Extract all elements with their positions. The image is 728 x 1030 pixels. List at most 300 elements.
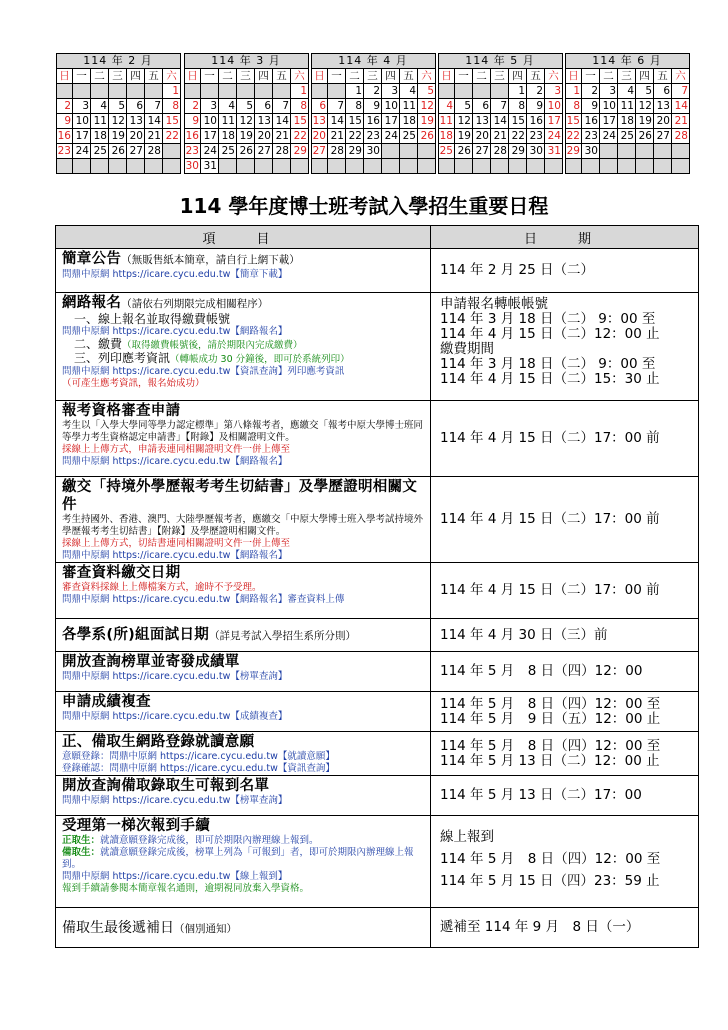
- calendar-day: 2: [57, 99, 73, 114]
- calendar-day: [273, 159, 291, 174]
- weekday-label: 一: [201, 69, 219, 84]
- calendar-day: 6: [127, 99, 145, 114]
- row-link[interactable]: 登錄確認：問鼎中原網 https://icare.cycu.edu.tw【資訊查詢】: [62, 763, 335, 774]
- calendar-day: 13: [473, 114, 491, 129]
- calendar-day: 15: [346, 114, 364, 129]
- weekday-label: 三: [618, 69, 636, 84]
- table-row: [56, 732, 699, 776]
- calendar-day: [91, 84, 109, 99]
- calendar-day: [237, 84, 255, 99]
- calendar-day: 22: [163, 129, 181, 144]
- month-title: 114 年 4 月: [312, 54, 436, 69]
- step-3-note: （轉帳成功 30 分鐘後，即可於系統列印）: [170, 354, 350, 365]
- weekday-label: 二: [346, 69, 364, 84]
- calendar-day: 23: [57, 145, 71, 157]
- calendar-day: [618, 144, 636, 159]
- weekday-label: 一: [73, 69, 91, 84]
- calendar-day: 21: [328, 129, 346, 144]
- weekday-label: 六: [672, 69, 690, 84]
- calendar-day: 23: [364, 129, 382, 144]
- calendar-day: [219, 159, 237, 174]
- calendar-day: 9: [364, 99, 382, 114]
- row-link[interactable]: 問鼎中原網 https://icare.cycu.edu.tw【線上報到】: [62, 871, 288, 882]
- row-title: 備取生最後遞補日: [62, 919, 174, 936]
- calendar-day: [255, 84, 273, 99]
- calendar-day: 26: [455, 144, 473, 159]
- calendar-day: 19: [418, 114, 436, 129]
- calendar-day: 19: [237, 129, 255, 144]
- month-title: 114 年 3 月: [185, 54, 309, 69]
- row-title: 報考資格審查申請: [62, 403, 181, 419]
- calendar-day: [328, 84, 346, 99]
- calendar-day: 29: [291, 144, 309, 159]
- calendar-day: 8: [566, 99, 582, 114]
- calendar-day: 15: [163, 114, 181, 129]
- row-link[interactable]: 問鼎中原網 https://icare.cycu.edu.tw【網路報名】: [62, 326, 288, 337]
- weekday-label: 六: [163, 69, 181, 84]
- calendar-day: 11: [219, 114, 237, 129]
- calendar-day: [145, 159, 163, 174]
- calendar-day: 9: [185, 114, 201, 129]
- calendar-day: 12: [455, 114, 473, 129]
- row-date: 114 年 4 月 15 日（二）17：00 前: [440, 430, 660, 446]
- row-date: 114 年 5 月 8 日（四）12：00 至: [440, 695, 661, 712]
- calendar-day: 3: [73, 99, 91, 114]
- calendar-day: 28: [328, 144, 346, 159]
- calendar-day: 5: [237, 99, 255, 114]
- label-waitlist: 備取生：: [62, 847, 101, 858]
- row-date: 114 年 5 月 13 日（二）12：00 止: [440, 752, 660, 769]
- step-1: 一、線上報名並取得繳費帳號: [74, 312, 231, 326]
- weekday-label: 一: [582, 69, 600, 84]
- calendar-day: 20: [255, 129, 273, 144]
- calendar-day: 23: [582, 129, 600, 144]
- calendar-day: 18: [91, 129, 109, 144]
- calendar-day: 6: [312, 99, 328, 114]
- calendar-day: 13: [312, 115, 326, 127]
- row-date: 114 年 4 月 15 日（二）17：00 前: [440, 582, 660, 598]
- month-calendar: [565, 53, 690, 174]
- calendar-day: [600, 144, 618, 159]
- row-title: 網路報名: [62, 295, 122, 311]
- calendar-day: 7: [145, 99, 163, 114]
- row-link[interactable]: 意願登錄：問鼎中原網 https://icare.cycu.edu.tw【就讀意願】: [62, 751, 335, 762]
- row-title: 開放查詢備取錄取生可報到名單: [62, 778, 270, 794]
- calendar-day: 1: [509, 84, 527, 99]
- calendar-day: 8: [509, 99, 527, 114]
- calendar-day: 27: [255, 144, 273, 159]
- weekday-label: 日: [312, 69, 328, 84]
- row-link[interactable]: 問鼎中原網 https://icare.cycu.edu.tw【榜單查詢】: [62, 795, 288, 806]
- row-date-label: 線上報到: [440, 829, 494, 845]
- calendar-day: 14: [273, 114, 291, 129]
- page-title: 114 學年度博士班考試入學招生重要日程: [179, 194, 549, 218]
- row-date: 遞補至 114 年 9 月 8 日（一）: [440, 919, 640, 935]
- calendar-day: 8: [291, 99, 309, 114]
- calendar-day: 23: [527, 129, 545, 144]
- calendar-day: 27: [473, 144, 491, 159]
- calendar-day: 17: [382, 114, 400, 129]
- table-row: [56, 249, 699, 293]
- weekday-label: 五: [400, 69, 418, 84]
- text-regular: 就讀意願登錄完成後，即可於期限內辦理線上報到。: [100, 835, 319, 846]
- calendar-day: 7: [328, 99, 346, 114]
- calendar-day: [73, 84, 91, 99]
- calendar-day: 17: [201, 129, 219, 144]
- table-row: [56, 908, 699, 948]
- row-date-label: 申請報名轉帳帳號: [440, 296, 548, 312]
- calendar-day: [566, 159, 582, 174]
- calendar-day: [127, 84, 145, 99]
- row-note: （詳見考試入學招生系所分則）: [209, 630, 357, 642]
- row-date: 114 年 5 月 9 日（五）12：00 止: [440, 710, 661, 727]
- weekday-label: 二: [91, 69, 109, 84]
- calendar-day: 15: [566, 115, 580, 127]
- calendar-day: 20: [127, 129, 145, 144]
- row-text: 考生以「入學大學同等學力認定標準」第八條報考者，應繳交「報考中原大學博士班同等學力考生資格認定申請書」【附錄】及相關證明文件。: [62, 420, 424, 443]
- row-date: 114 年 4 月 15 日（二）12：00 止: [440, 326, 660, 342]
- calendar-day: [255, 159, 273, 174]
- calendar-day: 19: [109, 129, 127, 144]
- calendar-day: [491, 159, 509, 174]
- weekday-label: 日: [185, 69, 201, 84]
- calendar-day: 24: [382, 129, 400, 144]
- calendar-day: 27: [127, 144, 145, 159]
- header-item: 項 目: [56, 226, 431, 249]
- calendar-day: 30: [527, 144, 545, 159]
- row-date: 114 年 4 月 30 日（三）前: [440, 626, 608, 643]
- calendar-day: 2: [185, 99, 201, 114]
- row-link[interactable]: 問鼎中原網 https://icare.cycu.edu.tw【資訊查詢】列印應考資訊: [62, 366, 345, 377]
- calendar-day: [636, 159, 654, 174]
- calendar-day: 1: [291, 84, 309, 99]
- calendar-day: 16: [527, 114, 545, 129]
- row-date: 114 年 5 月 8 日（四）12：00 至: [440, 851, 661, 867]
- calendar-day: [127, 159, 145, 174]
- calendar-day: 27: [312, 145, 326, 157]
- calendar-day: 29: [509, 144, 527, 159]
- calendar-day: 2: [527, 84, 545, 99]
- calendar-day: [109, 159, 127, 174]
- calendar-day: 25: [400, 129, 418, 144]
- calendar-day: [455, 84, 473, 99]
- calendar-day: 6: [473, 99, 491, 114]
- row-date: 114 年 5 月 8 日（四）12：00 至: [440, 737, 661, 754]
- calendar-day: 14: [145, 114, 163, 129]
- table-header: [56, 226, 699, 249]
- weekday-label: 二: [219, 69, 237, 84]
- calendar-day: [473, 84, 491, 99]
- row-date: 114 年 3 月 18 日（二） 9：00 至: [440, 311, 656, 327]
- row-title: 審查資料繳交日期: [62, 565, 181, 581]
- calendar-day: [509, 159, 527, 174]
- schedule-table: [55, 225, 699, 948]
- weekday-label: 一: [455, 69, 473, 84]
- calendar-day: 9: [57, 114, 73, 129]
- calendar-day: [672, 159, 690, 174]
- calendar-day: 21: [672, 114, 690, 129]
- calendar-day: 24: [73, 144, 91, 159]
- row-date: 114 年 5 月 8 日（四）12：00: [440, 663, 643, 679]
- calendar-day: [439, 159, 455, 174]
- calendar-day: [600, 159, 618, 174]
- calendar-day: [185, 84, 201, 99]
- weekday-label: 三: [364, 69, 382, 84]
- calendar-day: 15: [509, 114, 527, 129]
- calendar-day: 25: [618, 129, 636, 144]
- step-3: 三、列印應考資訊: [74, 351, 171, 365]
- text-waitlist: 就讀意願登錄完成後，榜單上列為「可報到」者，即可於期限內辦理線上報到。: [62, 847, 414, 870]
- row-link[interactable]: 問鼎中原網 https://icare.cycu.edu.tw【網路報名】審查資料上傳: [62, 594, 345, 605]
- calendar-day: [219, 84, 237, 99]
- calendar-day: 22: [509, 129, 527, 144]
- month-title: 114 年 5 月: [439, 54, 563, 69]
- row-title: 繳交「持境外學歷報考考生切結書」及學歷證明相關文件: [62, 479, 418, 513]
- calendar-day: 25: [219, 144, 237, 159]
- table-row: [56, 563, 699, 619]
- calendar-day: 11: [400, 99, 418, 114]
- calendar-day: 31: [201, 159, 219, 174]
- weekday-label: 五: [654, 69, 672, 84]
- calendar-day: [418, 159, 436, 174]
- calendar-day: 1: [163, 84, 181, 99]
- weekday-label: 三: [109, 69, 127, 84]
- calendar-day: [91, 159, 109, 174]
- weekday-label: 四: [255, 69, 273, 84]
- weekday-label: 三: [491, 69, 509, 84]
- weekday-label: 四: [509, 69, 527, 84]
- step-3-note2: （可產生應考資訊，報名始成功）: [62, 378, 205, 389]
- weekday-label: 一: [328, 69, 346, 84]
- calendar-day: [636, 144, 654, 159]
- calendar-day: 22: [346, 129, 364, 144]
- calendar-day: 16: [57, 130, 71, 142]
- row-date: 114 年 5 月 13 日（二）17：00: [440, 787, 642, 803]
- calendar-day: 28: [491, 144, 509, 159]
- row-warning: 採線上上傳方式，切結書連同相關證明文件一併上傳至: [62, 538, 291, 549]
- calendar-day: 14: [672, 99, 690, 114]
- calendar-day: 15: [291, 114, 309, 129]
- calendar-day: 4: [91, 99, 109, 114]
- calendar-day: 16: [364, 114, 382, 129]
- calendar-day: 12: [109, 114, 127, 129]
- calendar-day: 20: [312, 130, 326, 142]
- calendar-day: 10: [600, 99, 618, 114]
- step-2: 二、繳費: [74, 337, 123, 351]
- calendar-day: 25: [91, 144, 109, 159]
- row-date: 114 年 4 月 15 日（二）17：00 前: [440, 511, 660, 527]
- row-date: 114 年 5 月 15 日（四）23：59 止: [440, 873, 660, 889]
- weekday-label: 四: [382, 69, 400, 84]
- calendar-day: [455, 159, 473, 174]
- calendar-day: [57, 159, 73, 174]
- table-row: [56, 692, 699, 732]
- row-title: 開放查詢榜單並寄發成績單: [62, 654, 240, 670]
- calendar-day: [328, 159, 346, 174]
- calendar-day: 5: [109, 99, 127, 114]
- calendar-day: [312, 84, 328, 99]
- calendar-day: 26: [418, 129, 436, 144]
- calendar-day: 18: [439, 130, 453, 142]
- calendar-day: 8: [163, 99, 181, 114]
- calendar-day: [312, 159, 328, 174]
- calendar-day: [400, 144, 418, 159]
- calendar-day: 9: [582, 99, 600, 114]
- calendar-day: 22: [291, 129, 309, 144]
- table-row: [56, 816, 699, 908]
- month-title: 114 年 6 月: [566, 54, 690, 69]
- calendar-day: 10: [73, 114, 91, 129]
- row-note: （無販售紙本簡章，請自行上網下載）: [121, 254, 300, 266]
- row-title: 各學系(所)組面試日期: [62, 627, 210, 643]
- calendar-day: [73, 159, 91, 174]
- calendar-day: [163, 159, 181, 174]
- calendar-day: [527, 159, 545, 174]
- calendar-day: 18: [219, 129, 237, 144]
- calendar-day: [618, 159, 636, 174]
- calendar-day: [654, 159, 672, 174]
- row-date-label: 繳費期間: [440, 341, 494, 357]
- table-row: [56, 477, 699, 563]
- calendar-day: 21: [273, 129, 291, 144]
- calendar-day: 18: [400, 114, 418, 129]
- row-date: 114 年 4 月 15 日（二）15：30 止: [440, 371, 660, 387]
- calendar-day: 21: [491, 129, 509, 144]
- row-link[interactable]: 問鼎中原網 https://icare.cycu.edu.tw【網路報名】: [62, 550, 288, 561]
- weekday-label: 五: [527, 69, 545, 84]
- calendar-day: 11: [439, 115, 453, 127]
- calendar-day: [418, 144, 436, 159]
- calendar-day: 23: [185, 145, 199, 157]
- step-2-note: （取得繳費帳號後，請於期限內完成繳費）: [122, 340, 303, 351]
- calendar-day: 16: [582, 114, 600, 129]
- calendar-day: 6: [255, 99, 273, 114]
- label-regular: 正取生：: [62, 835, 101, 846]
- month-calendar: [438, 53, 563, 174]
- row-link[interactable]: 問鼎中原網 https://icare.cycu.edu.tw【簡章下載】: [62, 269, 288, 280]
- row-title: 正、備取生網路登錄就讀意願: [62, 734, 255, 750]
- calendar-day: 4: [618, 84, 636, 99]
- weekday-label: 六: [418, 69, 436, 84]
- calendar-day: 10: [201, 114, 219, 129]
- calendar-day: 21: [145, 129, 163, 144]
- calendar-day: [582, 159, 600, 174]
- calendar-day: 5: [455, 99, 473, 114]
- calendar-day: [109, 84, 127, 99]
- month-title: 114 年 2 月: [57, 54, 181, 69]
- calendar-day: 10: [382, 99, 400, 114]
- calendar-day: 30: [582, 144, 600, 159]
- table-row: [56, 619, 699, 652]
- calendar-day: 12: [418, 99, 436, 114]
- calendar-day: [654, 144, 672, 159]
- month-calendar: [56, 53, 181, 174]
- weekday-label: 日: [566, 69, 582, 84]
- weekday-label: 五: [145, 69, 163, 84]
- row-link[interactable]: 問鼎中原網 https://icare.cycu.edu.tw【成績複查】: [62, 711, 288, 722]
- calendar-day: 20: [654, 114, 672, 129]
- row-title: 申請成績複查: [62, 694, 151, 710]
- calendar-day: 24: [545, 129, 563, 144]
- calendar-day: 1: [566, 84, 582, 99]
- calendar-day: 7: [672, 84, 690, 99]
- calendar-day: [237, 159, 255, 174]
- calendar-day: 5: [418, 84, 436, 99]
- table-row: [56, 401, 699, 477]
- header-date: 日 期: [431, 226, 699, 249]
- table-row: [56, 652, 699, 692]
- weekday-label: 四: [127, 69, 145, 84]
- calendar-day: 19: [636, 114, 654, 129]
- calendar-day: 9: [527, 99, 545, 114]
- row-link[interactable]: 問鼎中原網 https://icare.cycu.edu.tw【榜單查詢】: [62, 671, 288, 682]
- calendar-day: [382, 144, 400, 159]
- row-date: 114 年 2 月 25 日（二）: [440, 262, 594, 278]
- calendar-day: 7: [491, 99, 509, 114]
- calendar-day: 11: [91, 114, 109, 129]
- calendar-day: 10: [545, 99, 563, 114]
- calendar-day: 18: [618, 114, 636, 129]
- weekday-label: 六: [545, 69, 563, 84]
- calendar-day: 24: [201, 144, 219, 159]
- calendar-day: [672, 144, 690, 159]
- calendar-day: [346, 159, 364, 174]
- calendar-day: 27: [654, 129, 672, 144]
- calendar-day: 5: [636, 84, 654, 99]
- calendar-day: [491, 84, 509, 99]
- calendar-day: 2: [364, 84, 382, 99]
- row-title: 簡章公告: [62, 251, 122, 267]
- calendar-day: 28: [145, 144, 163, 159]
- calendar-day: 6: [654, 84, 672, 99]
- calendar-day: 31: [545, 144, 563, 159]
- weekday-label: 六: [291, 69, 309, 84]
- row-note: （個別通知）: [174, 922, 237, 935]
- calendar-day: 17: [73, 129, 91, 144]
- calendar-day: [163, 144, 181, 159]
- calendar-day: 13: [654, 99, 672, 114]
- calendar-day: [545, 159, 563, 174]
- calendar-day: 3: [545, 84, 563, 99]
- calendar-day: 16: [185, 130, 199, 142]
- calendar-day: [57, 84, 73, 99]
- calendar-day: [201, 84, 219, 99]
- calendar-day: [439, 84, 455, 99]
- calendar-day: [291, 159, 309, 174]
- calendar-day: 19: [455, 129, 473, 144]
- calendar-day: 28: [672, 129, 690, 144]
- table-row: [56, 776, 699, 816]
- calendar-day: [273, 84, 291, 99]
- row-note: （請依右列期限完成相關程序）: [121, 298, 269, 310]
- calendar-day: 29: [566, 145, 580, 157]
- calendar-day: 11: [618, 99, 636, 114]
- calendar-day: 3: [600, 84, 618, 99]
- weekday-label: 日: [439, 69, 455, 84]
- calendar-day: 13: [127, 114, 145, 129]
- calendar-day: 2: [582, 84, 600, 99]
- calendar-day: 26: [636, 129, 654, 144]
- calendar-day: [145, 84, 163, 99]
- calendar-day: 22: [566, 130, 580, 142]
- month-calendar: [311, 53, 436, 174]
- calendar-day: 17: [600, 114, 618, 129]
- row-warning: 採線上上傳方式，申請表連同相關證明文件一併上傳至: [62, 444, 291, 455]
- row-title: 受理第一梯次報到手續: [62, 818, 210, 834]
- row-link[interactable]: 問鼎中原網 https://icare.cycu.edu.tw【網路報名】: [62, 456, 288, 467]
- calendar-day: 1: [346, 84, 364, 99]
- calendar-day: 12: [636, 99, 654, 114]
